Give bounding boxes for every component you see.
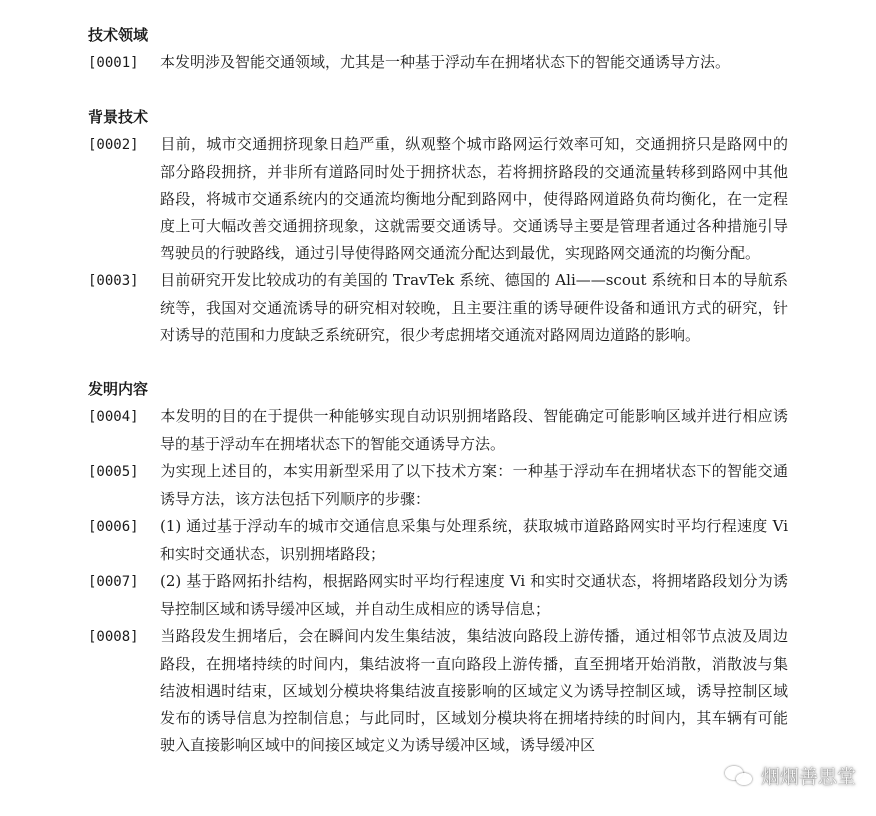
wechat-icon [725, 764, 755, 788]
watermark-text: 烟烟善思堂 [760, 766, 856, 788]
section-heading: 技术领域 [88, 26, 149, 44]
paragraph-text: 当路段发生拥堵后，会在瞬间内发生集结波，集结波向路段上游传播，通过相邻节点波及周边路段，在拥堵持续的时间内，集结波将一直向路段上游传播，直至拥堵开始消散，消散波与集结波相遇时结束，区域划分模块将集结波直接影响的区域定义为诱导控制区域，诱导控制区域发布的诱导信息为控制信息；与此同时，区域划分模块将在拥堵持续的时间内，其车辆有可能驶入直接影响区域中的间接区域定义为诱导缓冲区域，诱导缓冲区 [160, 627, 788, 754]
section-summary [88, 376, 788, 759]
paragraph-text: 目前，城市交通拥挤现象日趋严重，纵观整个城市路网运行效率可知，交通拥挤只是路网中的部分路段拥挤，并非所有道路同时处于拥挤状态，若将拥挤路段的交通流量转移到路网中其他路段，将城市交通系统内的交通流均衡地分配到路网中，使得路网道路负荷均衡化，在一定程度上可大幅改善交通拥挤现象，这就需要交通诱导。交通诱导主要是管理者通过各种措施引导驾驶员的行驶路线，通过引导使得路网交通流分配达到最优，实现路网交通流的均衡分配。 [160, 135, 788, 262]
paragraph-number: [0008] [88, 629, 139, 645]
paragraph-text: 为实现上述目的，本实用新型采用了以下技术方案：一种基于浮动车在拥堵状态下的智能交通诱导方法，该方法包括下列顺序的步骤： [160, 462, 788, 508]
paragraph-number: [0002] [88, 137, 139, 153]
paragraph-number: [0004] [88, 409, 139, 425]
paragraph-0002 [88, 131, 788, 267]
paragraph-text: 本发明涉及智能交通领域，尤其是一种基于浮动车在拥堵状态下的智能交通诱导方法。 [160, 53, 731, 71]
paragraph-0001 [88, 49, 788, 77]
section-technical-field [88, 22, 788, 77]
section-heading: 背景技术 [88, 108, 149, 126]
paragraph-0008 [88, 623, 788, 759]
paragraph-0007 [88, 568, 788, 623]
paragraph-0005 [88, 458, 788, 513]
paragraph-number: [0005] [88, 464, 139, 480]
paragraph-text: 目前研究开发比较成功的有美国的 TravTek 系统、德国的 Ali——scout 系统和日本的导航系统等，我国对交通流诱导的研究相对较晚，且主要注重的诱导硬件设备和通讯方式的研究，针对诱导的范围和力度缺乏系统研究，很少考虑拥堵交通流对路网周边道路的影响。 [160, 271, 788, 344]
paragraph-text: (2) 基于路网拓扑结构，根据路网实时平均行程速度 Vi 和实时交通状态，将拥堵路段划分为诱导控制区域和诱导缓冲区域，并自动生成相应的诱导信息； [160, 572, 788, 618]
paragraph-number: [0006] [88, 519, 139, 535]
section-heading: 发明内容 [88, 380, 149, 398]
paragraph-number: [0007] [88, 574, 139, 590]
paragraph-0004 [88, 403, 788, 458]
section-background [88, 104, 788, 349]
paragraph-0003 [88, 267, 788, 349]
paragraph-0006 [88, 513, 788, 568]
paragraph-text: (1) 通过基于浮动车的城市交通信息采集与处理系统，获取城市道路路网实时平均行程速度 Vi 和实时交通状态，识别拥堵路段； [160, 517, 788, 563]
paragraph-number: [0003] [88, 273, 139, 289]
paragraph-text: 本发明的目的在于提供一种能够实现自动识别拥堵路段、智能确定可能影响区域并进行相应诱导的基于浮动车在拥堵状态下的智能交通诱导方法。 [160, 407, 788, 453]
paragraph-number: [0001] [88, 55, 139, 71]
page-bottom-fade [0, 802, 876, 816]
patent-document [88, 22, 788, 759]
watermark [725, 762, 856, 789]
